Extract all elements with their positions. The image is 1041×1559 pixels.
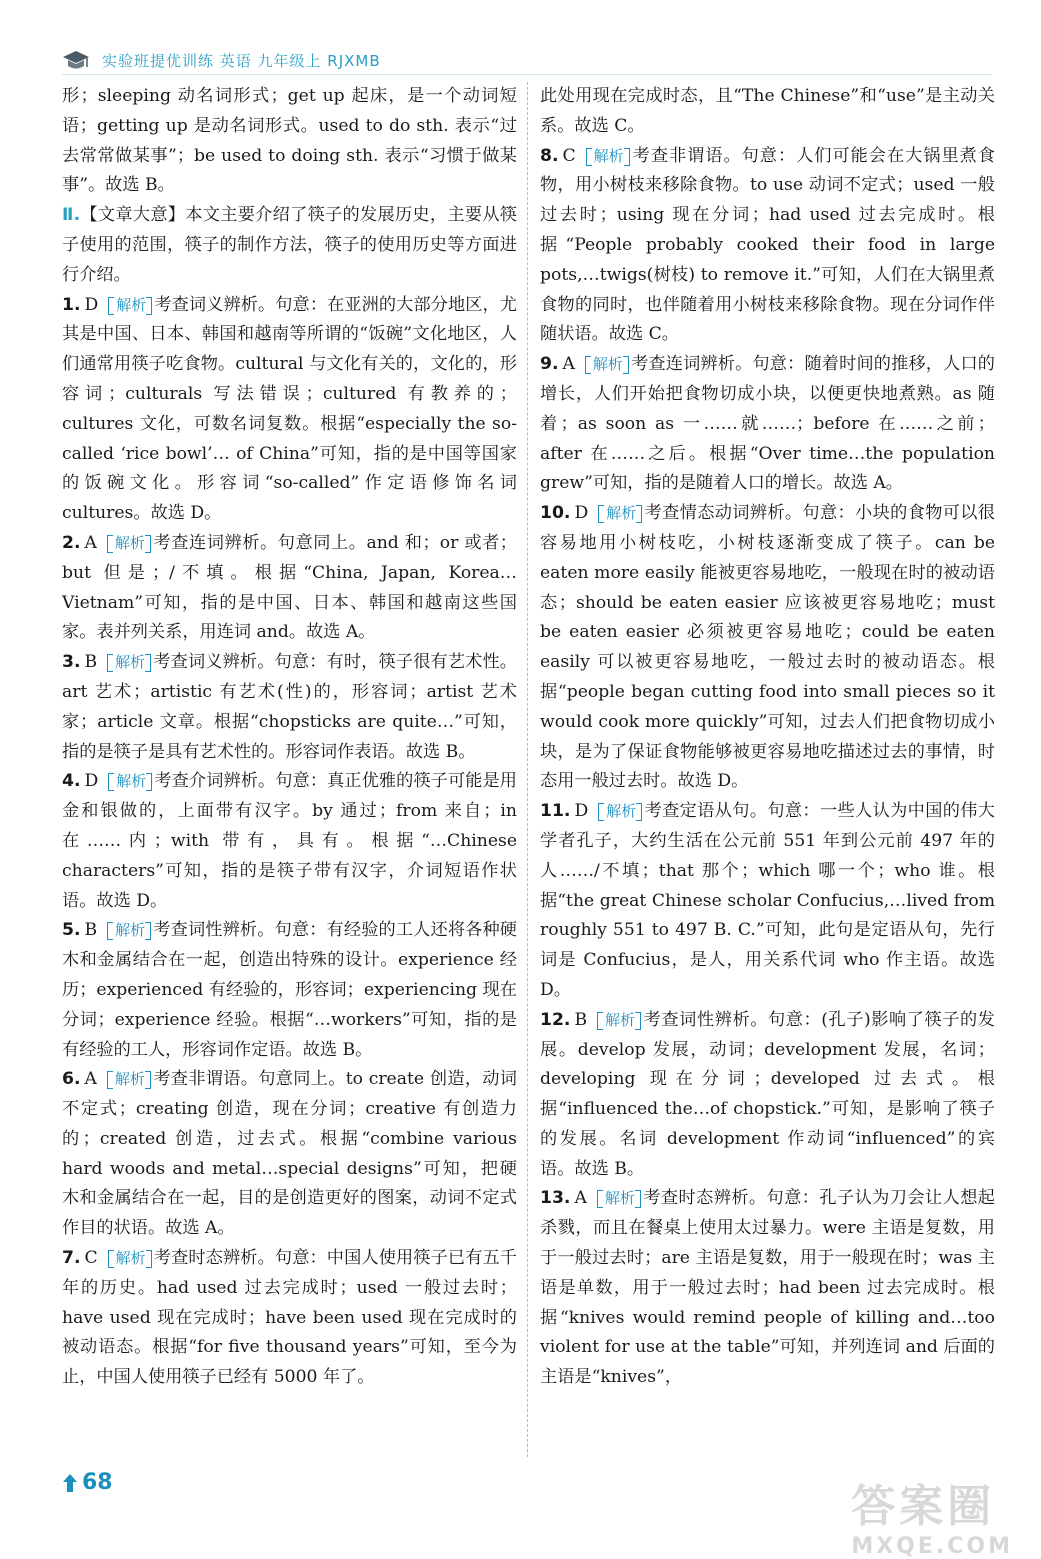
analysis-text: 考查词性辨析。句意：有经验的工人还将各种硬木和金属结合在一起，创造出特殊的设计。experience 经历；experienced 有经验的，形容词；experiencing 现在分词；experience 经验。根据“…workers”可知，指的是有经验的工人，形容词作定语。故选 B。 — [62, 920, 517, 1060]
answer-letter: B — [574, 1009, 588, 1030]
question-number: 10. — [540, 503, 571, 524]
graduation-cap-icon — [62, 48, 90, 72]
question-number: 6. — [62, 1069, 81, 1090]
answer-letter: B — [84, 652, 98, 673]
watermark-url: MXQE.COM — [851, 1534, 1013, 1559]
analysis-text: 考查连词辨析。句意：随着时间的推移，人口的增长，人们开始把食物切成小块，以便更快地煮熟。as 随着；as soon as 一……就……；before 在……之前；after 在……之后。根据“Over time…the population grew”可知，指的是随着人口的增长。故选 A。 — [540, 354, 995, 494]
answer-item — [62, 529, 517, 648]
answer-item — [540, 1184, 995, 1393]
analysis-tag: 解析 — [107, 653, 147, 672]
answer-item — [540, 797, 995, 1006]
answer-letter: D — [574, 503, 589, 524]
analysis-text: 考查时态辨析。句意：孔子认为刀会让人想起杀戮，而且在餐桌上使用太过暴力。were 主语是复数，用于一般过去时；are 主语是复数，用于一般现在时；was 主语是单数，用于一般过去时；had been 过去完成时。根据“knives would remind people of killing and…too violent for use at the table”可知，并列连词 and 后面的主语是“knives”， — [540, 1188, 995, 1388]
section-summary: 【文章大意】本文主要介绍了筷子的发展历史，主要从筷子使用的范围，筷子的制作方法，筷子的使用历史等方面进行介绍。 — [62, 205, 517, 285]
question-number: 3. — [62, 652, 81, 673]
header-title: 实验班提优训练 英语 九年级上 RJXMB — [102, 51, 381, 70]
column-divider — [527, 82, 528, 1457]
analysis-text: 考查情态动词辨析。句意：小块的食物可以很容易地用小树枝吃，小树枝逐渐变成了筷子。can be eaten more easily 能被更容易地吃，一般现在时的被动语态；should be eaten easier 应该被更容易地吃；must be eaten easier 必须被更容易地吃；could be eaten easily 可以被更容易地吃，一般过去时的被动语态。根据“people began cutting food into small pieces so it would cook more quickly”可知，过去人们把食物切成小块，是为了保证食物能够被更容易地吃描述过去的事情，时态用一般过去时。故选 D。 — [540, 503, 995, 792]
question-number: 2. — [62, 532, 81, 553]
answer-letter: B — [84, 920, 98, 941]
answer-letter: A — [84, 1069, 97, 1090]
analysis-text: 考查时态辨析。句意：中国人使用筷子已有五千年的历史。had used 过去完成时；used 一般过去时；have used 现在完成时；have been used 现在完成时的被动语态。根据“for five thousand years”可知，至今为止，中国人使用筷子已经有 5000 年了。 — [62, 1248, 517, 1388]
answer-letter: D — [574, 801, 589, 822]
analysis-tag: 解析 — [586, 147, 626, 166]
analysis-tag: 解析 — [108, 1249, 148, 1268]
answer-item — [540, 1006, 995, 1185]
question-number: 4. — [62, 771, 81, 792]
answer-item — [540, 142, 995, 351]
analysis-tag: 解析 — [597, 1189, 637, 1208]
answer-item — [540, 499, 995, 797]
watermark — [851, 1470, 1013, 1559]
answer-item — [62, 1244, 517, 1393]
right-answer-list — [540, 142, 995, 1393]
watermark-logo-text: 答案圈 — [851, 1481, 996, 1532]
question-number: 9. — [540, 354, 559, 375]
answer-item — [540, 350, 995, 499]
question-number: 1. — [62, 294, 81, 315]
question-number: 12. — [540, 1009, 571, 1030]
answer-letter: D — [84, 771, 99, 792]
answer-letter: D — [84, 294, 99, 315]
analysis-tag: 解析 — [108, 772, 148, 791]
analysis-tag: 解析 — [598, 802, 638, 821]
analysis-tag: 解析 — [597, 1011, 637, 1030]
answer-letter: A — [84, 532, 97, 553]
question-number: 7. — [62, 1248, 81, 1269]
answer-item — [62, 648, 517, 767]
analysis-text: 考查非谓语。句意同上。to create 创造，动词不定式；creating 创造，现在分词；creative 有创造力的；created 创造，过去式。根据“combine various hard woods and metal…special designs”可知，把硬木和金属结合在一起，目的是创造更好的图案，动词不定式作目的状语。故选 A。 — [62, 1069, 517, 1239]
analysis-text: 考查介词辨析。句意：真正优雅的筷子可能是用金和银做的，上面带有汉字。by 通过；from 来自；in 在……内；with 带有，具有。根据“…Chinese characters”可知，指的是筷子带有汉字，介词短语作状语。故选 D。 — [62, 771, 517, 911]
analysis-tag: 解析 — [107, 1070, 147, 1089]
analysis-tag: 解析 — [585, 355, 625, 374]
left-answer-list — [62, 291, 517, 1393]
analysis-tag: 解析 — [107, 921, 147, 940]
page-header — [62, 46, 381, 74]
intro-paragraph: 形；sleeping 动名词形式；get up 起床，是一个动词短语；getting up 是动名词形式。used to do sth. 表示“过去常常做某事”；be used to doing sth. 表示“习惯于做某事”。故选 B。 — [62, 86, 517, 196]
article-summary — [62, 201, 517, 290]
answer-letter: C — [84, 1248, 98, 1269]
analysis-tag: 解析 — [107, 534, 147, 553]
question-number: 13. — [540, 1188, 571, 1209]
question-number: 11. — [540, 801, 571, 822]
answer-item — [62, 916, 517, 1065]
answer-item — [62, 1065, 517, 1244]
analysis-tag: 解析 — [108, 296, 148, 315]
page-arrow-icon — [62, 1472, 78, 1494]
section-mark: Ⅱ. — [62, 205, 81, 226]
analysis-text: 考查词义辨析。句意：在亚洲的大部分地区，尤其是中国、日本、韩国和越南等所谓的“饭碗”文化地区，人们通常用筷子吃食物。cultural 与文化有关的，文化的，形容词；culturals 写法错误；cultured 有教养的；cultures 文化，可数名词复数。根据“especially the so-called ‘rice bowl’… of China”可知，指的是中国等国家的饭碗文化。形容词“so-called”作定语修饰名词 cultures。故选 D。 — [62, 294, 517, 524]
page-number: 68 — [82, 1470, 113, 1495]
analysis-text: 考查定语从句。句意：一些人认为中国的伟大学者孔子，大约生活在公元前 551 年到公元前 497 年的人……/不填；that 那个；which 哪一个；who 谁。根据“the great Chinese scholar Confucius,…lived from roughly 551 to 497 B. C.”可知，此句是定语从句，先行词是 Confucius，是人，用关系代词 who 作主语。故选 D。 — [540, 801, 995, 1000]
answer-item — [62, 767, 517, 916]
header-rule — [62, 74, 992, 75]
analysis-text: 考查非谓语。句意：人们可能会在大锅里煮食物，用小树枝来移除食物。to use 动词不定式；used 一般过去时；using 现在分词；had used 过去完成时。根据“People probably cooked their food in large pots,…twigs(树枝) to remove it.”可知，人们在大锅里煮食物的同时，也伴随着用小树枝来移除食物。现在分词作伴随状语。故选 C。 — [540, 145, 995, 345]
answer-letter: C — [562, 145, 576, 166]
answer-letter: A — [574, 1188, 587, 1209]
answer-item — [62, 291, 517, 529]
continuation-paragraph: 此处用现在完成时态，且“The Chinese”和“use”是主动关系。故选 C。 — [540, 86, 995, 136]
analysis-text: 考查连词辨析。句意同上。and 和；or 或者；but 但是；/不填。根据“China, Japan, Korea…Vietnam”可知，指的是中国、日本、韩国和越南这些国家。表并列关系，用连词 and。故选 A。 — [62, 532, 517, 643]
analysis-tag: 解析 — [598, 504, 638, 523]
right-column — [540, 82, 995, 1393]
question-number: 8. — [540, 145, 559, 166]
left-column — [62, 82, 517, 1393]
answer-letter: A — [562, 354, 575, 375]
analysis-text: 考查词义辨析。句意：有时，筷子很有艺术性。art 艺术；artistic 有艺术(性)的，形容词；artist 艺术家；article 文章。根据“chopsticks are quite…”可知，指的是筷子是具有艺术性的。形容词作表语。故选 B。 — [62, 652, 517, 762]
question-number: 5. — [62, 920, 81, 941]
analysis-text: 考查词性辨析。句意：(孔子)影响了筷子的发展。develop 发展，动词；development 发展，名词；developing 现在分词；developed 过去式。根据“influenced the…of chopstick.”可知，是影响了筷子的发展。名词 development 作动词“influenced”的宾语。故选 B。 — [540, 1009, 995, 1179]
page-footer — [62, 1470, 113, 1495]
